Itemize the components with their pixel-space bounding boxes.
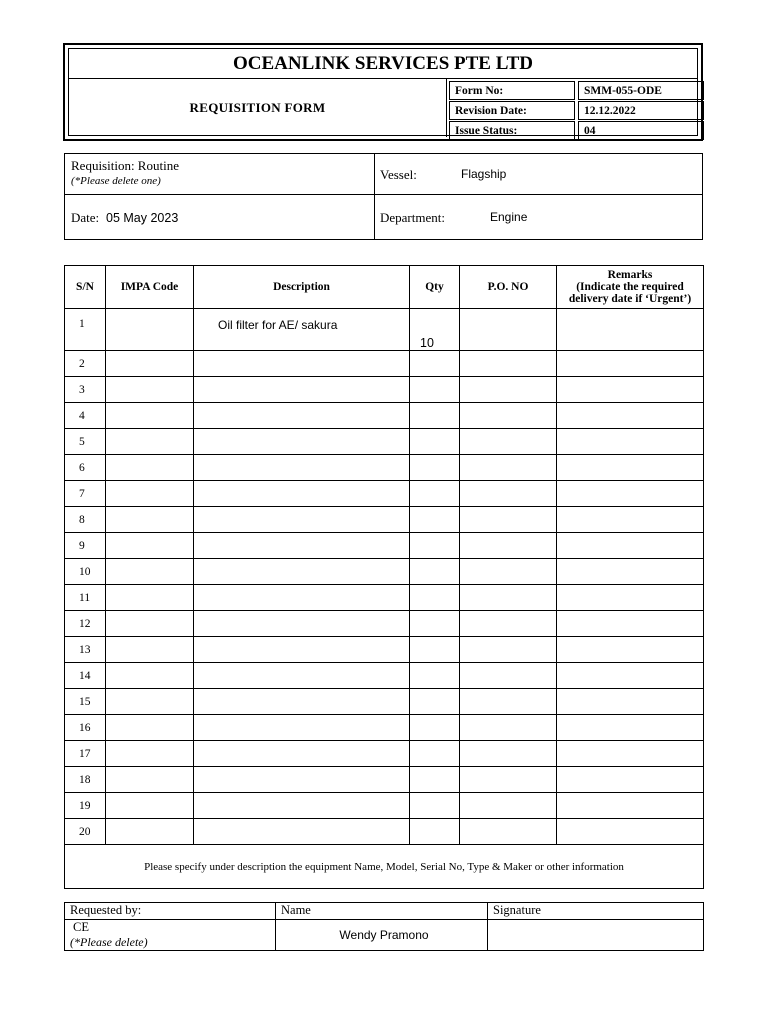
info-divider-horizontal	[65, 194, 702, 195]
row-sn: 1	[65, 309, 106, 351]
row-po-no[interactable]	[460, 715, 557, 741]
row-sn: 19	[65, 793, 106, 819]
date-label: Date:	[71, 210, 100, 225]
row-impa-code[interactable]	[106, 585, 194, 611]
row-impa-code[interactable]	[106, 663, 194, 689]
requisition-note: (*Please delete one)	[71, 175, 161, 187]
row-description[interactable]	[194, 403, 410, 429]
table-row	[65, 377, 704, 403]
row-po-no[interactable]	[460, 403, 557, 429]
table-row	[65, 715, 704, 741]
row-po-no[interactable]	[460, 637, 557, 663]
row-description[interactable]	[194, 741, 410, 767]
row-sn: 18	[65, 767, 106, 793]
row-impa-code[interactable]	[106, 429, 194, 455]
row-qty[interactable]	[410, 507, 460, 533]
row-impa-code[interactable]	[106, 377, 194, 403]
row-remarks[interactable]	[557, 377, 704, 403]
row-sn: 10	[65, 559, 106, 585]
row-remarks[interactable]	[557, 481, 704, 507]
row-remarks[interactable]	[557, 689, 704, 715]
revision-date-label: Revision Date:	[449, 101, 575, 120]
row-description[interactable]	[194, 819, 410, 845]
row-qty[interactable]	[410, 533, 460, 559]
row-qty[interactable]	[410, 663, 460, 689]
items-table	[64, 265, 704, 889]
form-title: REQUISITION FORM	[69, 79, 447, 137]
signature-table	[64, 902, 704, 951]
row-impa-code[interactable]	[106, 767, 194, 793]
col-impa-header: IMPA Code	[106, 266, 194, 309]
row-qty[interactable]	[410, 741, 460, 767]
row-description[interactable]	[194, 455, 410, 481]
row-po-no[interactable]	[460, 793, 557, 819]
row-qty[interactable]	[410, 351, 460, 377]
row-description[interactable]	[194, 429, 410, 455]
row-qty[interactable]	[410, 819, 460, 845]
row-impa-code[interactable]	[106, 455, 194, 481]
row-description[interactable]	[194, 637, 410, 663]
row-impa-code[interactable]	[106, 715, 194, 741]
row-sn: 17	[65, 741, 106, 767]
table-row	[65, 585, 704, 611]
row-description[interactable]	[194, 767, 410, 793]
date-value[interactable]: 05 May 2023	[106, 211, 179, 225]
row-impa-code[interactable]	[106, 403, 194, 429]
row-qty[interactable]: 10	[410, 309, 460, 351]
row-description[interactable]	[194, 559, 410, 585]
table-row	[65, 819, 704, 845]
row-impa-code[interactable]	[106, 689, 194, 715]
row-impa-code[interactable]	[106, 741, 194, 767]
row-po-no[interactable]	[460, 663, 557, 689]
row-qty[interactable]	[410, 377, 460, 403]
meta-row-revision-date	[447, 101, 699, 121]
table-row	[65, 637, 704, 663]
row-remarks[interactable]	[557, 741, 704, 767]
row-remarks[interactable]	[557, 507, 704, 533]
col-remarks-header	[557, 266, 704, 309]
row-sn: 11	[65, 585, 106, 611]
row-remarks[interactable]	[557, 611, 704, 637]
company-name: OCEANLINK SERVICES PTE LTD	[69, 49, 697, 79]
row-sn: 3	[65, 377, 106, 403]
department-label: Department:	[380, 210, 445, 225]
row-po-no[interactable]	[460, 585, 557, 611]
row-impa-code[interactable]	[106, 611, 194, 637]
row-description[interactable]	[194, 507, 410, 533]
row-description[interactable]	[194, 611, 410, 637]
issue-status-label: Issue Status:	[449, 121, 575, 140]
row-impa-code[interactable]	[106, 351, 194, 377]
row-po-no[interactable]	[460, 455, 557, 481]
footnote-row	[65, 845, 704, 889]
form-header-inner	[68, 48, 698, 136]
row-remarks[interactable]	[557, 767, 704, 793]
row-po-no[interactable]	[460, 507, 557, 533]
row-po-no[interactable]	[460, 819, 557, 845]
row-remarks[interactable]	[557, 455, 704, 481]
row-qty[interactable]	[410, 767, 460, 793]
table-row	[65, 507, 704, 533]
row-impa-code[interactable]	[106, 559, 194, 585]
row-description[interactable]	[194, 533, 410, 559]
info-divider-vertical	[374, 154, 375, 239]
table-row	[65, 767, 704, 793]
row-impa-code[interactable]	[106, 507, 194, 533]
row-qty[interactable]	[410, 481, 460, 507]
row-remarks[interactable]	[557, 309, 704, 351]
row-impa-code[interactable]	[106, 309, 194, 351]
row-sn: 6	[65, 455, 106, 481]
vessel-label: Vessel:	[380, 167, 417, 182]
requested-by-note: (*Please delete)	[70, 935, 148, 949]
requisition-type[interactable]: Requisition: Routine	[71, 158, 179, 173]
col-sn-header: S/N	[65, 266, 106, 309]
row-qty[interactable]	[410, 559, 460, 585]
table-row	[65, 403, 704, 429]
row-po-no[interactable]	[460, 767, 557, 793]
meta-row-form-no	[447, 81, 699, 101]
requisition-info-box	[64, 153, 703, 240]
row-remarks[interactable]	[557, 429, 704, 455]
row-po-no[interactable]	[460, 559, 557, 585]
row-po-no[interactable]	[460, 429, 557, 455]
row-remarks[interactable]	[557, 351, 704, 377]
table-row	[65, 689, 704, 715]
row-po-no[interactable]	[460, 533, 557, 559]
row-impa-code[interactable]	[106, 819, 194, 845]
table-row	[65, 351, 704, 377]
row-sn: 2	[65, 351, 106, 377]
row-sn: 7	[65, 481, 106, 507]
row-remarks[interactable]	[557, 403, 704, 429]
row-description[interactable]	[194, 715, 410, 741]
description-footnote: Please specify under description the equipment Name, Model, Serial No, Type & Maker or other information	[65, 845, 704, 889]
form-header	[63, 43, 703, 141]
row-sn: 5	[65, 429, 106, 455]
row-qty[interactable]	[410, 611, 460, 637]
col-description-header: Description	[194, 266, 410, 309]
issue-status-value: 04	[578, 121, 704, 140]
row-impa-code[interactable]	[106, 481, 194, 507]
row-qty[interactable]	[410, 403, 460, 429]
table-row	[65, 663, 704, 689]
row-description[interactable]: Oil filter for AE/ sakura	[194, 309, 410, 351]
form-no-label: Form No:	[449, 81, 575, 100]
signature-label: Signature	[488, 903, 704, 920]
row-po-no[interactable]	[460, 481, 557, 507]
row-description[interactable]	[194, 585, 410, 611]
row-po-no[interactable]	[460, 309, 557, 351]
row-qty[interactable]	[410, 689, 460, 715]
row-description[interactable]	[194, 481, 410, 507]
form-no-value: SMM-055-ODE	[578, 81, 704, 100]
row-qty[interactable]	[410, 585, 460, 611]
row-remarks[interactable]	[557, 637, 704, 663]
row-remarks[interactable]	[557, 819, 704, 845]
table-row	[65, 793, 704, 819]
signature-value[interactable]	[488, 920, 704, 951]
row-description[interactable]	[194, 377, 410, 403]
table-row	[65, 309, 704, 351]
row-description[interactable]	[194, 351, 410, 377]
row-sn: 9	[65, 533, 106, 559]
name-label: Name	[276, 903, 488, 920]
row-remarks[interactable]	[557, 585, 704, 611]
table-row	[65, 559, 704, 585]
row-remarks[interactable]	[557, 793, 704, 819]
row-qty[interactable]	[410, 429, 460, 455]
requested-by-value: CE	[73, 920, 89, 934]
table-row	[65, 741, 704, 767]
items-body	[65, 309, 704, 845]
col-qty-header: Qty	[410, 266, 460, 309]
col-po-header: P.O. NO	[460, 266, 557, 309]
row-qty[interactable]	[410, 715, 460, 741]
requested-by-cell[interactable]	[65, 920, 276, 951]
row-impa-code[interactable]	[106, 533, 194, 559]
row-description[interactable]	[194, 663, 410, 689]
table-row	[65, 429, 704, 455]
meta-row-issue-status	[447, 121, 699, 141]
row-impa-code[interactable]	[106, 637, 194, 663]
requested-by-label: Requested by:	[65, 903, 276, 920]
table-row	[65, 533, 704, 559]
signature-header-row	[65, 903, 704, 920]
row-description[interactable]	[194, 689, 410, 715]
row-po-no[interactable]	[460, 377, 557, 403]
row-po-no[interactable]	[460, 351, 557, 377]
remarks-subtitle: (Indicate the required delivery date if ‘Urgent’)	[568, 281, 692, 305]
signature-value-row	[65, 920, 704, 951]
remarks-title: Remarks	[607, 269, 653, 281]
row-description[interactable]	[194, 793, 410, 819]
table-row	[65, 481, 704, 507]
row-po-no[interactable]	[460, 689, 557, 715]
table-row	[65, 611, 704, 637]
row-sn: 14	[65, 663, 106, 689]
row-sn: 16	[65, 715, 106, 741]
row-qty[interactable]	[410, 793, 460, 819]
items-header-row	[65, 266, 704, 309]
row-po-no[interactable]	[460, 611, 557, 637]
vessel-value[interactable]: Flagship	[461, 167, 507, 181]
row-remarks[interactable]	[557, 663, 704, 689]
name-value[interactable]: Wendy Pramono	[276, 920, 488, 951]
row-qty[interactable]	[410, 455, 460, 481]
row-sn: 12	[65, 611, 106, 637]
row-sn: 20	[65, 819, 106, 845]
row-remarks[interactable]	[557, 715, 704, 741]
row-po-no[interactable]	[460, 741, 557, 767]
row-remarks[interactable]	[557, 559, 704, 585]
revision-date-value: 12.12.2022	[578, 101, 704, 120]
row-sn: 13	[65, 637, 106, 663]
row-sn: 8	[65, 507, 106, 533]
row-sn: 4	[65, 403, 106, 429]
row-remarks[interactable]	[557, 533, 704, 559]
row-qty[interactable]	[410, 637, 460, 663]
row-sn: 15	[65, 689, 106, 715]
table-row	[65, 455, 704, 481]
department-value[interactable]: Engine	[490, 210, 528, 224]
row-impa-code[interactable]	[106, 793, 194, 819]
